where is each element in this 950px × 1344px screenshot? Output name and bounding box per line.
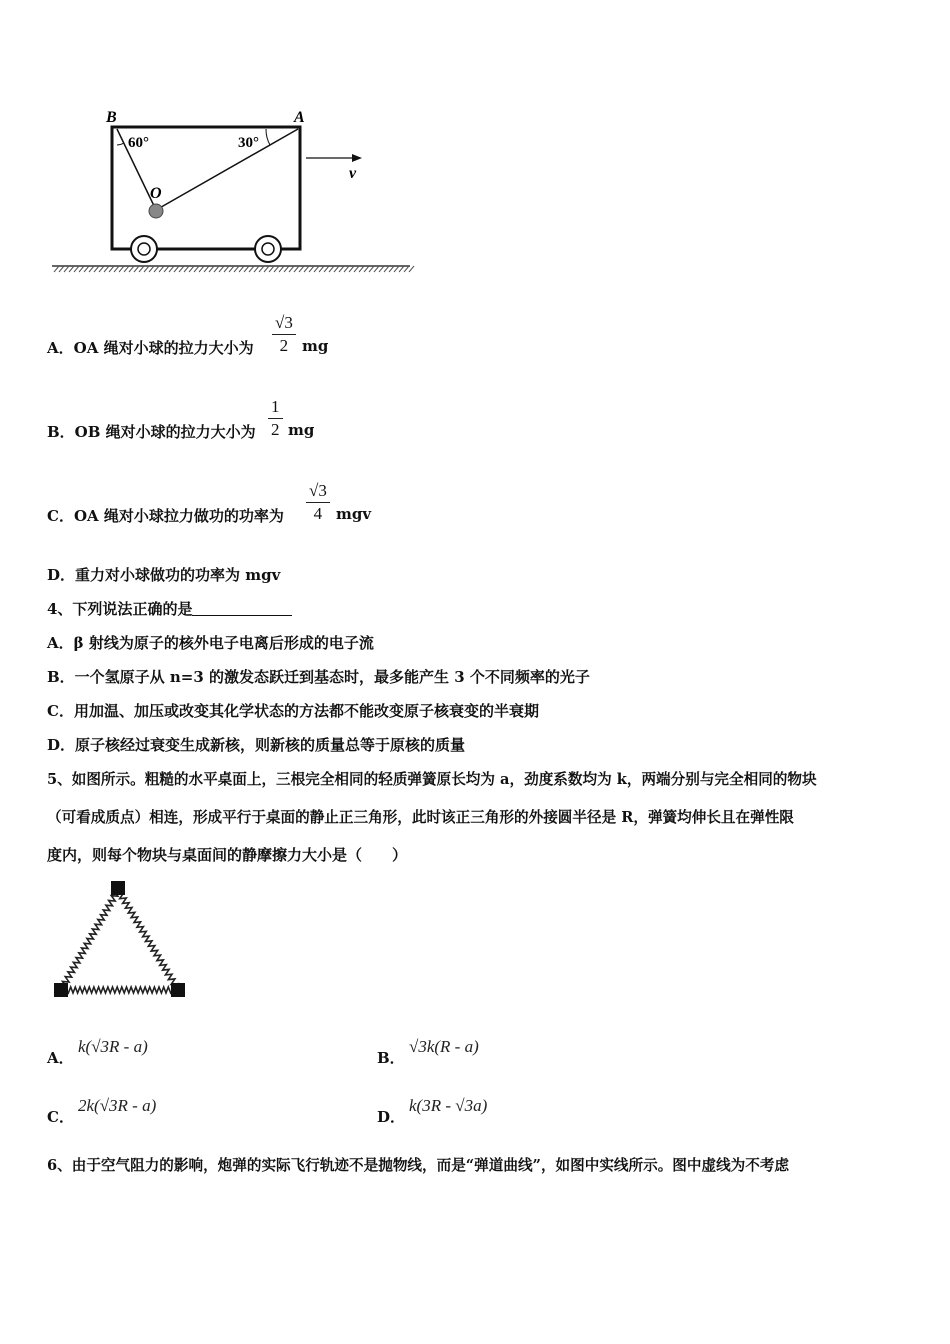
q3-option-b-unit: mg [288, 421, 315, 439]
block-top [111, 881, 125, 895]
block-right [171, 983, 185, 997]
q5-stem-line1: 5、如图所示。粗糙的水平桌面上，三根完全相同的轻质弹簧原长均为 a，劲度系数均为 k，两端分别与完全相同的物块 [47, 771, 817, 788]
q3-option-b-fraction: $\frac{1}{2}$ [268, 397, 283, 440]
label-o: O [150, 185, 162, 202]
q3-option-a-fraction: $\frac{√3}{2}$ [272, 313, 296, 356]
label-b: B [106, 109, 117, 126]
q4-option-a: A．β 射线为原子的核外电子电离后形成的电子流 [47, 634, 374, 652]
label-a: A [294, 109, 305, 126]
cart-figure [40, 100, 420, 280]
angle-a-label: 30° [238, 135, 259, 151]
string-oa [156, 129, 298, 210]
q3-option-a-unit: mg [302, 337, 329, 355]
q5-option-c-label: C． [47, 1108, 74, 1126]
q5-option-d-label: D． [377, 1108, 406, 1126]
wheel-left [131, 236, 157, 262]
angle-b-label: 60° [128, 135, 149, 151]
spring-triangle-figure [50, 876, 195, 1006]
spring-bottom [66, 987, 173, 993]
q3-option-c-unit: mgv [336, 505, 372, 523]
q3-option-b: B．OB 绳对小球的拉力大小为 [47, 423, 256, 441]
wheel-right [255, 236, 281, 262]
q3-option-a: A．OA 绳对小球的拉力大小为 [47, 339, 254, 357]
q5-option-b-formula: √3k(R - a) [409, 1037, 479, 1056]
q4-option-d: D．原子核经过衰变生成新核，则新核的质量总等于原核的质量 [47, 736, 466, 754]
q6-stem-line1: 6、由于空气阻力的影响，炮弹的实际飞行轨迹不是抛物线，而是“弹道曲线”，如图中实线所示。图中虚线为不考虑 [47, 1157, 790, 1174]
spring-right [117, 890, 178, 990]
q3-option-c-fraction: $\frac{√3}{4}$ [306, 481, 330, 524]
q5-stem-line3: 度内，则每个物块与桌面间的静摩擦力大小是（ ） [47, 846, 408, 864]
q5-option-c-formula: 2k(√3R - a) [78, 1096, 157, 1115]
q5-option-b-label: B． [377, 1049, 405, 1067]
block-left [54, 983, 68, 997]
spring-left [60, 890, 118, 990]
q4-option-c: C．用加温、加压或改变其化学状态的方法都不能改变原子核衰变的半衰期 [47, 702, 539, 720]
q4-option-b: B．一个氢原子从 n=3 的激发态跃迁到基态时，最多能产生 3 个不同频率的光子 [47, 668, 590, 686]
answer-blank [192, 601, 292, 616]
q5-option-a-formula: k(√3R - a) [78, 1037, 148, 1056]
q5-stem-line2: （可看成质点）相连，形成平行于桌面的静止正三角形，此时该正三角形的外接圆半径是 R，弹簧均伸长且在弹性限 [47, 809, 794, 826]
q3-option-c: C．OA 绳对小球拉力做功的功率为 [47, 507, 284, 525]
q5-option-d-formula: k(3R - √3a) [409, 1096, 488, 1115]
velocity-label: v [349, 165, 357, 182]
q4-stem: 4、下列说法正确的是 [47, 598, 292, 619]
ball [149, 204, 163, 218]
q3-option-d: D．重力对小球做功的功率为 mgv [47, 566, 281, 584]
q5-option-a-label: A． [47, 1049, 74, 1067]
